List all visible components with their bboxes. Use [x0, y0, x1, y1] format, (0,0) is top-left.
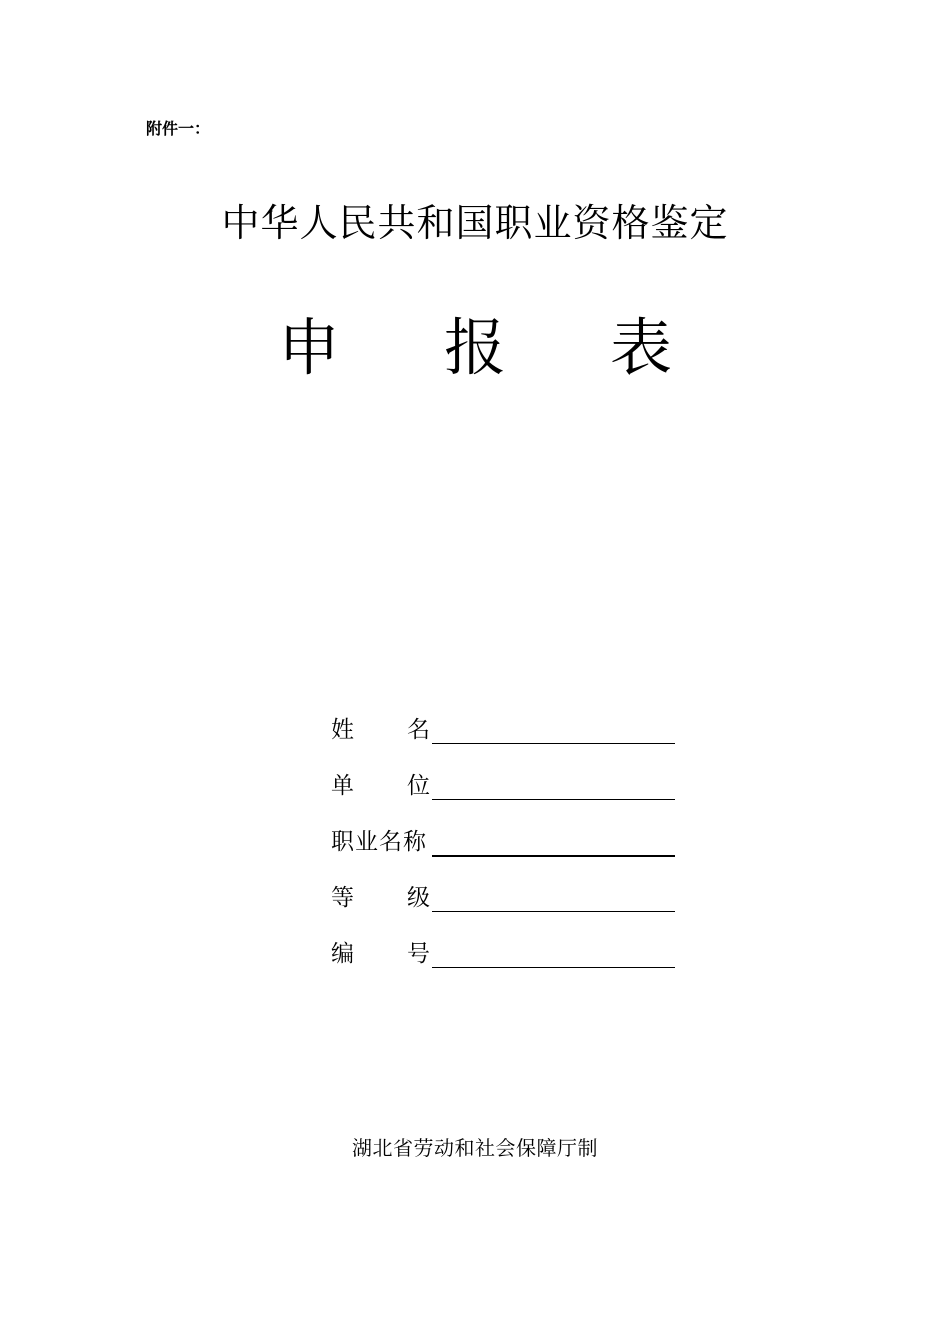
form-title [278, 310, 678, 390]
field-name-label [331, 712, 431, 748]
field-occupation-label-text: 职业名称 [331, 829, 427, 855]
field-level-blank[interactable] [432, 911, 675, 912]
field-number-label [331, 936, 431, 972]
field-name-label-char-1: 姓 [331, 717, 354, 743]
form-title-char-2: 报 [444, 311, 507, 384]
field-number-label-char-2: 号 [407, 941, 430, 967]
field-level-label [331, 880, 431, 916]
field-name-blank[interactable] [432, 743, 675, 744]
field-unit [331, 768, 681, 808]
field-unit-label-char-1: 单 [331, 773, 354, 799]
field-level [331, 880, 681, 920]
field-number-label-char-1: 编 [331, 941, 354, 967]
issuer-footer: 湖北省劳动和社会保障厅制 [352, 1136, 598, 1160]
field-level-label-char-2: 级 [407, 885, 430, 911]
field-level-label-char-1: 等 [331, 885, 354, 911]
field-unit-label-char-2: 位 [407, 773, 430, 799]
field-occupation-blank[interactable] [432, 855, 675, 857]
field-name-label-char-2: 名 [407, 717, 430, 743]
attachment-label: 附件一： [146, 119, 211, 138]
document-title: 中华人民共和国职业资格鉴定 [221, 201, 729, 245]
field-occupation [331, 824, 681, 864]
form-title-char-1: 申 [278, 311, 341, 384]
field-number-blank[interactable] [432, 967, 675, 968]
field-unit-blank[interactable] [432, 799, 675, 800]
form-title-char-3: 表 [610, 311, 673, 384]
field-number [331, 936, 681, 976]
field-occupation-label [331, 824, 431, 860]
field-unit-label [331, 768, 431, 804]
field-name [331, 712, 681, 752]
